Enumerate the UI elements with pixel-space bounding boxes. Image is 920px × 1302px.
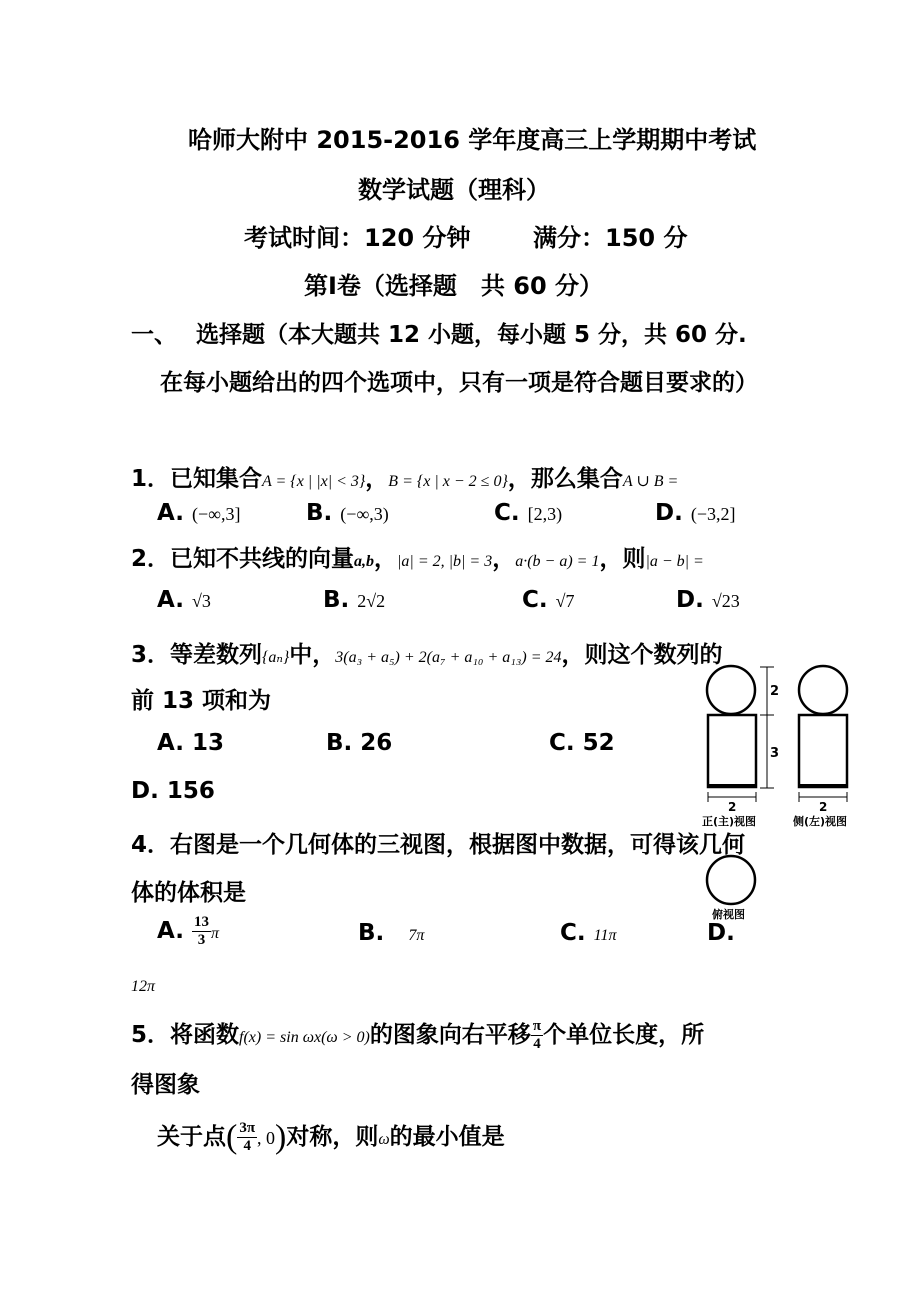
q4-option-a-fraction: $\frac{13}{3}$ (193, 914, 209, 948)
exam-score: 满分：150 分 (533, 224, 688, 252)
q2-stem: 2．已知不共线的向量 (131, 546, 355, 572)
q2-option-c-value: √7 (555, 591, 575, 611)
question-5-line2: 得图象 (131, 1072, 200, 1098)
q2-condition-2: a·(b − a) = 1 (515, 553, 600, 570)
exam-title: 哈师大附中 2015-2016 学年度高三上学期期中考试 (188, 126, 757, 154)
question-1 (131, 460, 678, 493)
q3-stem-line2: 前 13 项和为 (131, 688, 272, 714)
section-number: 一、 (131, 322, 177, 348)
q2-option-b-value: 2√2 (357, 591, 386, 611)
q2-then: ，则 (599, 546, 646, 572)
q2-option-c: C. √7 (522, 587, 575, 613)
question-3: 3．等差数列{aₙ}中，3(a₃ + a₅) + 2(a₇ + a₁₀ + a₁₃) = 24，则这个数列的 (131, 642, 723, 668)
q5-point-fraction: $\frac{3\pi}{4}$ (239, 1120, 256, 1154)
q4-option-b: B. 7π (358, 920, 425, 946)
q4-option-a: A. $\frac{13}{3}$ π (157, 914, 219, 948)
question-5-line3: 关于点( $\frac{3\pi}{4}$ , 0)对称，则ω的最小值是 (157, 1118, 505, 1156)
volume-heading: 第Ⅰ卷（选择题 共 60 分） (304, 272, 604, 300)
dimension-front-width: 2 (728, 800, 737, 814)
side-view-caption: 侧(左)视图 (793, 815, 848, 828)
q1-option-c: C. [2,3) (494, 500, 563, 526)
q5-point-rest: , 0 (257, 1128, 276, 1148)
q1-option-d-value: (−3,2] (690, 504, 736, 524)
q4-option-d: D. (707, 920, 735, 946)
q1-stem-mid: ，那么集合 (507, 466, 623, 492)
q5-shift-fraction: $\frac{\pi}{4}$ (532, 1018, 542, 1052)
q3-stem: 3．等差数列 (131, 642, 263, 668)
front-view-sphere (707, 666, 755, 714)
top-view-circle (707, 856, 755, 904)
q1-expression: A ∪ B = (622, 473, 679, 490)
q2-option-d-value: √23 (711, 591, 740, 611)
q3-equation: 3(a₃ + a₅) + 2(a₇ + a₁₀ + a₁₃) = 24 (335, 649, 562, 666)
exam-subtitle: 数学试题（理科） (358, 176, 550, 204)
q2-vectors: a,b (354, 553, 375, 570)
side-view-sphere (799, 666, 847, 714)
front-view-caption: 正(主)视图 (702, 815, 757, 828)
q5-omega: ω (378, 1131, 390, 1148)
q5-function: f(x) = sin ωx(ω > 0) (239, 1029, 370, 1046)
q1-option-a: A. (−∞,3] (157, 500, 241, 526)
q4-option-b-value: 7π (408, 927, 425, 944)
dimension-side: 3 (770, 746, 780, 761)
q1-option-b: B. (−∞,3) (306, 500, 389, 526)
q4-option-c-value: 11π (593, 927, 617, 944)
q3-option-d: D. 156 (131, 778, 215, 804)
q4-option-a-pi: π (210, 925, 219, 942)
question-2: 2．已知不共线的向量a,b，|a| = 2, |b| = 3，a·(b − a) = 1，则|a − b| = (131, 546, 704, 572)
q3-option-b: B. 26 (326, 730, 393, 756)
q3-option-a: A. 13 (157, 730, 224, 756)
q1-comma: ， (365, 466, 389, 492)
q3-option-c: C. 52 (549, 730, 615, 756)
section-heading-line2: 在每小题给出的四个选项中，只有一项是符合题目要求的） (160, 370, 758, 396)
q1-option-d: D. (−3,2] (655, 500, 736, 526)
q1-stem: 1．已知集合 (131, 466, 263, 492)
dimension-top: 2 (770, 684, 780, 699)
q1-option-b-value: (−∞,3) (340, 504, 389, 524)
q2-option-a: A. √3 (157, 587, 211, 613)
q4-option-c: C. 11π (560, 920, 617, 946)
question-4-line1: 4．右图是一个几何体的三视图，根据图中数据，可得该几何 (131, 832, 746, 858)
q1-option-a-value: (−∞,3] (191, 504, 241, 524)
top-view-caption: 俯视图 (712, 908, 745, 920)
question-5-line1: 5．将函数f(x) = sin ωx(ω > 0)的图象向右平移 $\frac{\pi}{4}$ 个单位长度，所 (131, 1018, 705, 1052)
front-view-cylinder (708, 715, 756, 787)
question-4-line2: 体的体积是 (131, 880, 246, 906)
q4-option-d-value: 12π (131, 978, 156, 995)
q2-option-a-value: √3 (191, 591, 211, 611)
three-view-figure (700, 660, 865, 920)
q3-stem-post: ，则这个数列的 (561, 642, 723, 668)
q2-condition-1: |a| = 2, |b| = 3 (397, 553, 493, 570)
exam-time: 考试时间：120 分钟 (244, 224, 471, 252)
dimension-side-width: 2 (819, 800, 828, 814)
section-heading-line1: 选择题（本大题共 12 小题，每小题 5 分，共 60 分. (196, 322, 747, 348)
q2-expression: |a − b| = (645, 553, 704, 570)
side-view-cylinder (799, 715, 847, 787)
q1-set-a: A = {x | |x| < 3} (262, 473, 366, 490)
q2-option-d: D. √23 (676, 587, 740, 613)
q2-option-b: B. 2√2 (323, 587, 386, 613)
q3-sequence: {aₙ} (262, 649, 290, 666)
q1-option-c-value: [2,3) (527, 504, 563, 524)
q1-set-b: B = {x | x − 2 ≤ 0} (388, 473, 508, 490)
